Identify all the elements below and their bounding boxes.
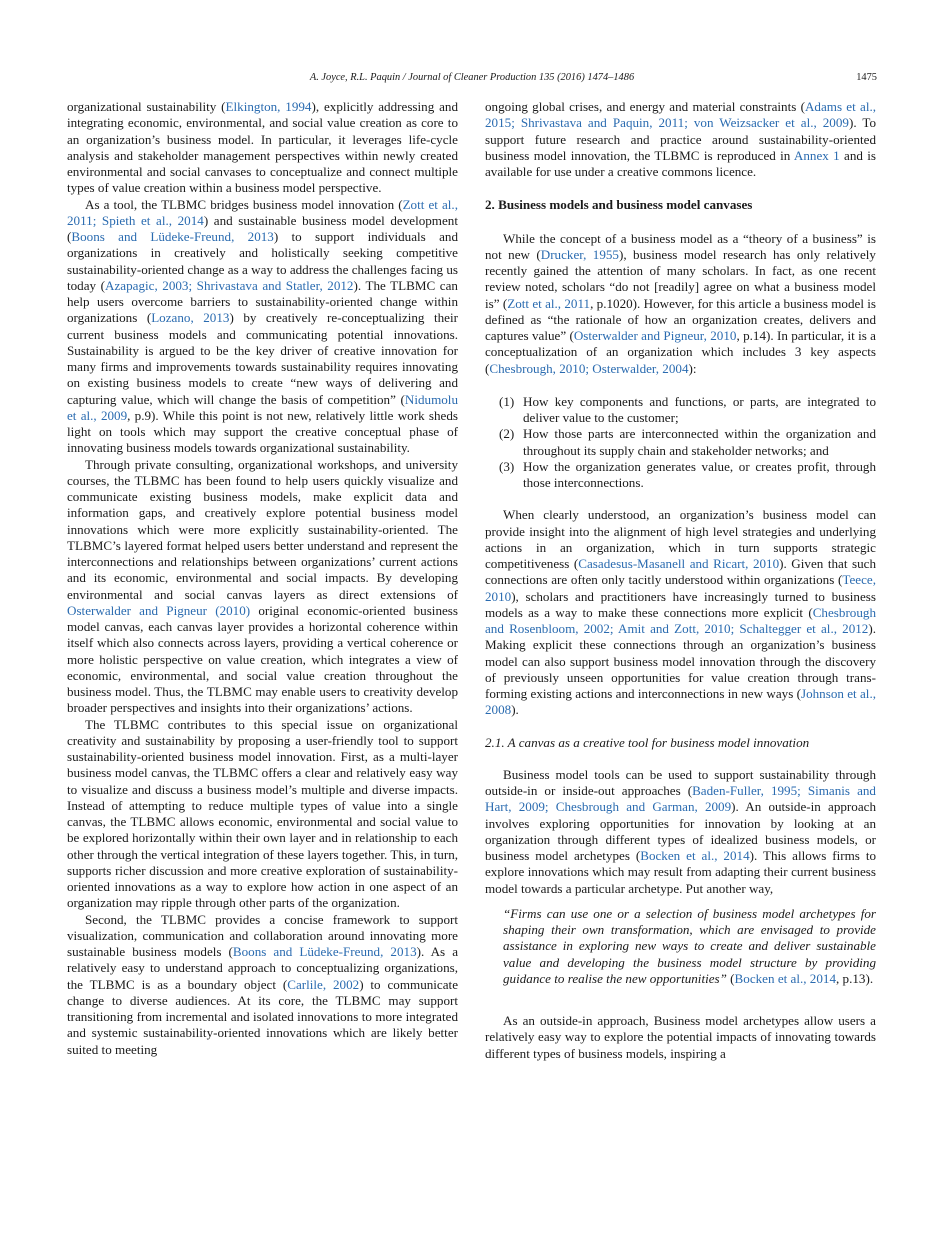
list-item [485,459,876,492]
list-number: (2) [499,426,515,442]
list-number: (1) [499,393,515,409]
paragraph: As an outside-in approach, Business model archetypes allow users a relatively easy way to explore the potential impacts of innovating towards different types of business models, inspiring a [485,1013,876,1061]
paragraph: organizational sustainability (Elkington, 1994), explicitly addressing and integrating economic, environmental, and social value creation as core to an organization’s business model. In particular, it leverages life-cycle analysis and stakeholder management perspectives within newly created environmental and social canvases to conceptualize and connect multiple types of value creation within a business model perspective. [67,99,458,196]
right-column [485,99,876,1062]
paragraph: Through private consulting, organizational workshops, and university courses, the TLBMC has been found to help users quickly visualize and communicate existing business models, make explicit data and information gaps, and creatively explore potential business model innovations which were more explicitly sustainability-oriented. The TLBMC’s layered format helped users better understand and represent the interconnections and relationships between organizations’ current actions and its economic, environmental and social impacts. By developing environmental and social canvas layers as direct extensions of Osterwalder and Pigneur (2010) original economic-oriented business model canvas, each canvas layer provides a horizontal coherence within itself which also connects across layers, providing a vertical coherence or more holistic perspective on value creation, which integrates a view of economic, environmental, and social value creation throughout the business model. Thus, the TLBMC may enable users to creativity develop broader perspectives and insights into their organizations’ actions. [67,456,458,716]
citation-link[interactable]: Elkington, 1994 [225,99,312,114]
citation-link[interactable]: Annex 1 [793,147,840,163]
citation-link[interactable]: Chesbrough and Rosenbloom, 2002; Amit and Zott, 2010; Schaltegger et al., 2012 [485,604,876,636]
list-text: How key components and functions, or parts, are integrated to deliver value to the customer; [523,393,876,425]
paragraph: Business model tools can be used to support sustainability through outside-in or inside-out approaches (Baden-Fuller, 1995; Simanis and Hart, 2009; Chesbrough and Garman, 2009). An outside-in approach involves exploring opportunities for innovation by looking at an organization through different types of idealized business models, or business model archetypes (Bocken et al., 2014). This allows firms to explore innovations which may result from adapting their current business model towards a particular archetype. Put another way, [485,766,876,896]
citation-link[interactable]: Zott et al., 2011 [507,295,591,311]
citation-link[interactable]: Bocken et al., 2014 [640,848,750,863]
citation-link[interactable]: Drucker, 1955 [540,246,619,262]
list-item [485,426,876,459]
paragraph: As a tool, the TLBMC bridges business model innovation (Zott et al., 2011; Spieth et al., 2014) and sustainable business model development (Boons and Lüdeke-Freund, 2013) to support individuals and organizations in creatively and holistically seeking competitive sustainability-oriented change as a way to address the challenges facing us today (Azapagic, 2003; Shrivastava and Statler, 2012). The TLBMC can help users overcome barriers to sustainability-oriented change within organizations (Lozano, 2013) by creatively re-conceptualizing their current business models and communicating potential innovations. Sustainability is argued to be the key driver of creative innovation for many firms and improvements towards sustainability requires innovating on existing business models to create “new ways of delivering and capturing value, which will change the basis of competition” (Nidumolu et al., 2009, p.9). While this point is not new, relatively little work sheds light on tools which may support the creative conceptual phase of innovating business models towards organizational sustainability. [67,196,458,456]
citation-link[interactable]: Lozano, 2013 [151,310,230,326]
citation-link[interactable]: Teece, 2010 [485,572,876,604]
citation-link[interactable]: Osterwalder and Pigneur, 2010 [573,328,737,343]
running-header [67,72,877,88]
quote-citation-tail: , p.13). [836,970,874,986]
paragraph: The TLBMC contributes to this special issue on organizational creativity and sustainability by proposing a user-friendly tool to support sustainability-oriented business model innovation. First, as a multi-layer business model canvas, the TLBMC offers a clear and relatively easy way to visualize and discuss a business model’s multiple and diverse impacts. Instead of attempting to reduce multiple types of value into a single canvas, the TLBMC allows economic, environmental and social value to be explored horizontally within their own layer and in relationship to each other through the vertical integration of these layers together. This, in turn, supports richer discussion and more creative exploration of sustainability-oriented innovations as a way to explore how action in one aspect of an organization may ripple through other parts of the organization. [67,716,459,911]
citation-link[interactable]: Boons and Lüdeke-Freund, 2013 [232,944,417,959]
subsection-heading: 2.1. A canvas as a creative tool for business model innovation [485,734,810,750]
paragraph: While the concept of a business model as a “theory of a business” is not new (Drucker, 1955), business model research has only relatively recently gained the attention of many scholars. In fact, as one recent review noted, scholars “do not [readily] agree on what a business model is” (Zott et al., 2011, p.1020). However, for this article a business model is defined as “the rationale of how an organization creates, delivers and captures value” (Osterwalder and Pigneur, 2010, p.14). In particular, it is a conceptualization of an organization which includes 3 key aspects (Chesbrough, 2010; Osterwalder, 2004): [485,230,876,376]
page-number: 1475 [856,72,877,83]
list-text: How those parts are interconnected within the organization and throughout its supply chain and stakeholder networks; and [523,426,876,458]
citation-link[interactable]: Johnson et al., 2008 [485,686,876,718]
list-number: (3) [499,458,515,474]
block-quote: “Firms can use one or a selection of business model archetypes for shaping their own transformation, which are envisaged to provide assistance in exploring new ways to create and deliver sustainable value and developing the business model structure by providing guidance to realise the new opportunities” (Bocken et al., 2014, p.13). [503,905,876,986]
citation-link[interactable]: Azapagic, 2003; Shrivastava and Statler, 2012 [105,277,354,293]
paragraph: Second, the TLBMC provides a concise framework to support visualization, communication and collaboration around innovating more sustainable business models (Boons and Lüdeke-Freund, 2013). As a relatively easy to understand approach to conceptualizing organizations, the TLBMC is as a boundary object (Carlile, 2002) to communicate change to diverse audiences. At its core, the TLBMC may support transitioning from incremental and isolated innovations to more integrated and systemic sustainability-oriented innovations which are likely better suited to meeting [67,911,459,1057]
citation-link[interactable]: Chesbrough, 2010; Osterwalder, 2004 [489,360,689,376]
citation-link[interactable]: Nidumolu et al., 2009 [67,391,458,423]
running-title: A. Joyce, R.L. Paquin / Journal of Cleaner Production 135 (2016) 1474–1486 [309,72,635,83]
citation-link[interactable]: Boons and Lüdeke-Freund, 2013 [71,229,274,244]
citation-link[interactable]: Adams et al., 2015; Shrivastava and Paquin, 2011; von Weizsacker et al., 2009 [485,99,877,131]
list-item [485,394,876,427]
citation-link[interactable]: Carlile, 2002 [287,976,360,992]
citation-link[interactable]: Zott et al., 2011; Spieth et al., 2014 [67,196,458,228]
citation-link[interactable]: Baden-Fuller, 1995; Simanis and Hart, 2009; Chesbrough and Garman, 2009 [485,783,876,815]
citation-link[interactable]: Bocken et al., 2014 [734,970,836,986]
numbered-list [485,394,876,492]
paragraph: ongoing global crises, and energy and material constraints (Adams et al., 2015; Shrivastava and Paquin, 2011; von Weizsacker et al., 2009). To support future research and practice around sustainability-oriented business model innovation, the TLBMC is reproduced in Annex 1 and is available for use under a creative commons licence. [485,99,877,179]
citation-link[interactable]: Casadesus-Masanell and Ricart, 2010 [578,556,780,571]
citation-link[interactable]: Osterwalder and Pigneur (2010) [67,602,251,618]
quote-text: “Firms can use one or a selection of business model archetypes for shaping their own transformation, which are envisaged to provide assistance in exploring new ways to create and deliver sustainable value and developing the business model structure by providing guidance to realise the new opportunities” [503,905,876,986]
section-heading: 2. Business models and business model canvases [485,197,753,213]
left-column [67,99,458,1058]
paragraph: When clearly understood, an organization’s business model can provide insight into the alignment of high level strategies and underlying actions in an organization, which in turn supports strategic competitiveness (Casadesus-Masanell and Ricart, 2010). Given that such connections are often only tacitly understood within organizations (Teece, 2010), scholars and practitioners have increasingly turned to business models as a way to make these connections more explicit (Chesbrough and Rosenbloom, 2002; Amit and Zott, 2010; Schaltegger et al., 2012). Making explicit these connections through an organization’s business model can also support business model innovation through the discovery of previously unseen opportunities for value creation through transforming existing actions and interconnections in new ways (Johnson et al., 2008). [485,507,877,718]
list-text: How the organization generates value, or creates profit, through those interconnections. [523,458,876,490]
